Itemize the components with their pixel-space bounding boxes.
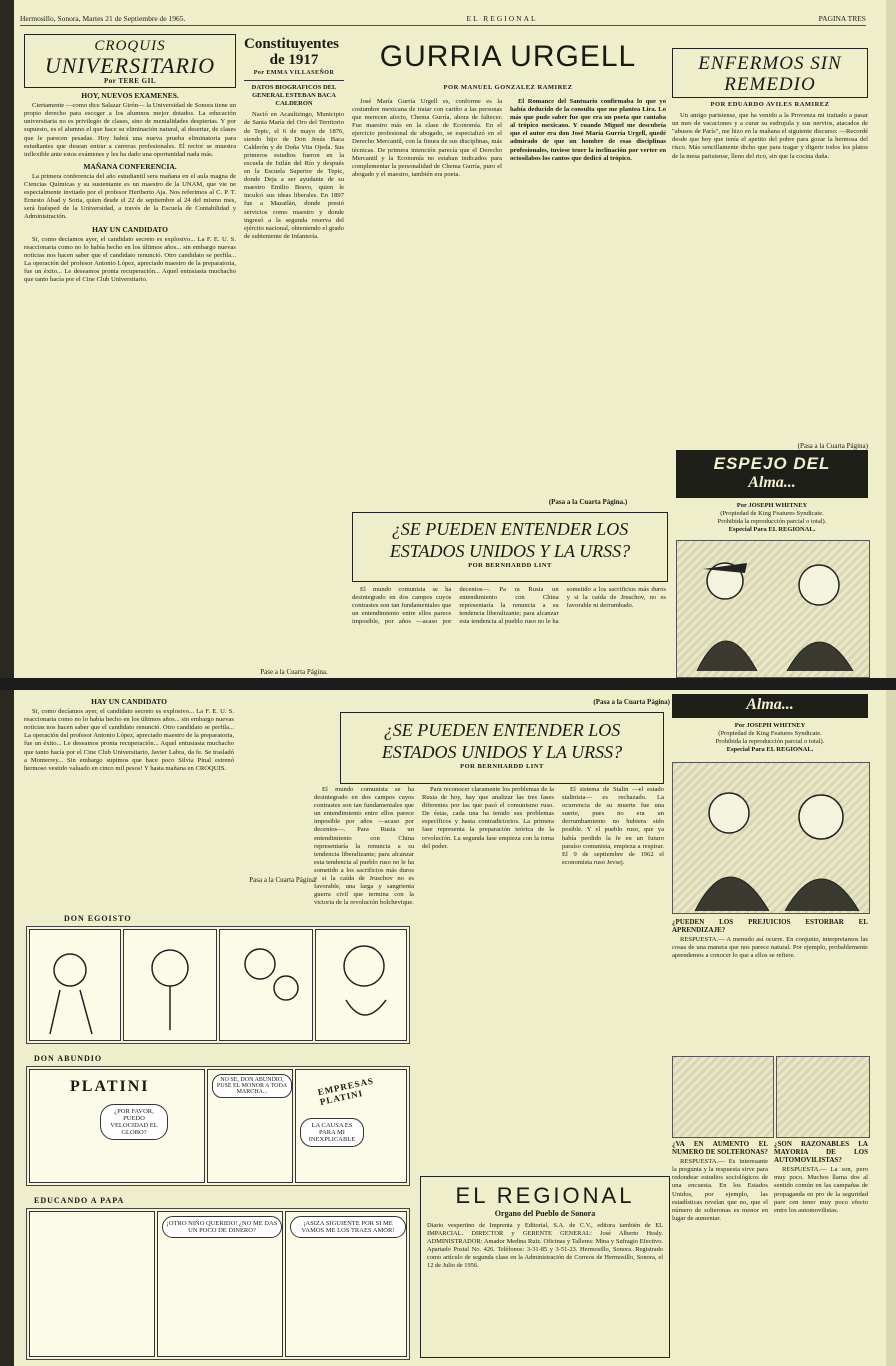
croquis-column [24, 34, 236, 674]
urss-headline-box-bottom [340, 712, 664, 784]
espejo-credits [676, 502, 868, 534]
abundio-sign-2: EMPRESAS PLATINI [316, 1075, 375, 1107]
croquis-text-2: La primera conferencia del año estudiantil sera mañana en el aula magna de Ciencias Químicas y su sustentante es un maestro de la UNAM, que vie ne especialmente invitado por el profesor Heriberto Aja. Nos referimos al C. P. T. Ernesto Abad y Soria, quien desde el 22 de septiembre al 24 del mismo mes, será huésped de la Universidad, a través de la Escuela de Contabilidad y Administración. [24, 172, 236, 221]
constituyentes-column [244, 36, 344, 676]
espejo-byline-bottom: Por JOSEPH WHITNEY [734, 722, 806, 729]
urss-title-2-bottom: ESTADOS UNIDOS Y LA URSS? [381, 742, 623, 762]
qa-block-2 [672, 1140, 768, 1354]
comic-figures-icon [677, 541, 869, 677]
constituyentes-lead: DATOS BIOGRAFICOS DEL GENERAL ESTEBAN BACA CALDERON [251, 84, 337, 108]
comic-title-papa: EDUCANDO A PAPA [34, 1196, 125, 1205]
qa-block-3 [774, 1140, 868, 1354]
header-paper: EL REGIONAL [466, 14, 538, 23]
papa-panel-2 [157, 1211, 283, 1357]
question-1: ¿PUEDEN LOS PREJUICIOS ESTORBAR EL APRENDIZAJE? [672, 918, 868, 935]
constituyentes-byline: Por EMMA VILLASEÑOR [253, 70, 335, 76]
urss-footer-bottom: (Pasa a la Cuarta Página) [593, 698, 670, 706]
papa-panel-1 [29, 1211, 155, 1357]
espejo-illustration-bottom [672, 762, 870, 914]
comic-don-egoisto [26, 926, 410, 1044]
espejo-credits-bottom [672, 722, 868, 754]
croquis-section-2: MAÑANA CONFERENCIA. [83, 161, 177, 171]
qa-block-1 [672, 918, 868, 1050]
comic-educando-papa [26, 1208, 410, 1360]
urss-text-bottom-2: Para reconocer claramente los problemas de la Rusia de hoy, hay que analizar las tres fases diferentes por las que pasó el comunismo ruso. De éstas, cada una ha tenido sus problemas específicos y hasta contradictorios. La primera fase representa la preparación teórica de la revolución. La segunda fase empieza con la toma del poder. [422, 786, 554, 850]
espejo-credit-2-bottom: Prohibida la reproducción parcial o total). [715, 738, 825, 745]
urss-title-2: ESTADOS UNIDOS Y LA URSS? [389, 541, 631, 561]
enfermos-title-box [672, 48, 868, 98]
croquis-text-3: Si, como decíamos ayer, el candidato secreto es explosivo... La F. E. U. S. reaccionaria como no lo había hecho en los últimos años... sin embargo nuevas noticias nos hacen saber que el candidato renunció. Otro candidato se perfila... La operación del profesor Antonio López, apreciado maestro de la preparatoria, fue un éxito... Le deseamos pronta recuperación... Aquel entusiasta muchacho que tanto hacía por el Cine Club Universitario. [24, 235, 236, 284]
answer-1: RESPUESTA.— A menudo así ocurre. En conjunto, interpretamos las cosas de una manera que nos parece natural. Por ejemplo, probablemente aprendemos a conocer lo que a ellos se refiere. [672, 936, 868, 960]
el-regional-subtitle: Organo del Pueblo de Sonora [494, 1209, 596, 1218]
el-regional-box [420, 1176, 670, 1358]
constituyentes-subtitle: de 1917 [269, 52, 319, 68]
espejo-banner-bottom [672, 694, 868, 718]
candidato-heading: HAY UN CANDIDATO [91, 697, 167, 706]
constituyentes-footer: Pase a la Cuarta Página. [244, 668, 344, 676]
urss-text-bottom: El mundo comunista se ha desintegrado en dos campos cuyos contrastes son tan fundamentales que un entendimiento entre ellos parece imposible por años —acaso por decenios—. Para Rusia un entendimiento con China representaría la renuncia a su tendencia liberalizante; para alcanzar esta tendencia al pueblo ruso no le ha sometido a los sacrificios más duros y si la caída de Jruschov no es favorable, una larga y sangrienta guerra civil que termina con la victoria de la revolución bolchevique. [314, 786, 414, 907]
cartoon-character-icon [30, 930, 120, 1040]
croquis-section-1: HOY, NUEVOS EXAMENES. [81, 91, 179, 101]
egoisto-panel-2 [123, 929, 217, 1041]
urss-title-1: ¿SE PUEDEN ENTENDER LOS [391, 519, 629, 539]
espejo-subtitle-bottom: Alma... [746, 696, 794, 713]
espejo-credit-3: Especial Para EL REGIONAL. [728, 526, 816, 533]
comic-don-abundio [26, 1066, 410, 1186]
header-date: Hermosillo, Sonora, Martes 21 de Septiembre de 1965. [20, 14, 186, 23]
qa-illustration-2 [776, 1056, 870, 1138]
gurria-column-1 [352, 98, 502, 510]
papa-bubble-2: ¡ASIZA SIGUIENTE POR SI ME VAMOS ME LOS TRAES AMOR! [290, 1216, 406, 1238]
urss-text: El mundo comunista se ha desintegrado en dos campos cuyos contrastes son tan fundamentales que un entendimiento entre ellos parece imposible, por años —acaso por decenios—. Pa ra Rusia un entendimiento con China representaría la renuncia a su tendencia liberalizante; para alcanzar esta tendencia al pueblo ruso no le ha sometido a los sacrificios más duros y si la caída de Jruschov, no es favorable ni derrumbado. [352, 586, 666, 626]
question-3: ¿SON RAZONABLES LA MAYORIA DE LOS AUTOMOVILISTAS? [774, 1140, 868, 1165]
urss-col-3 [562, 786, 664, 1170]
abundio-panel-3 [295, 1069, 407, 1183]
urss-text-top [352, 586, 666, 676]
espejo-credit-1-bottom: (Propiedad de King Features Syndicate. [718, 730, 822, 737]
cartoon-character-icon [124, 930, 216, 1040]
espejo-credit-3-bottom: Especial Para EL REGIONAL. [726, 746, 814, 753]
el-regional-title: EL REGIONAL [455, 1183, 635, 1208]
urss-text-bottom-3: El sistema de Stalin —el estado stalinista— es rechazado. La ocurrencia de su muerte fue una suerte, pues no era un derrumbamiento no hubiera sido posible. Y el pueblo ruso, que ya había perdido la fe en un futuro paraíso comunista, empieza a respirar. El 9 de septiembre de 1962 el economista ruso Jevsej. [562, 786, 664, 866]
urss-title-1-bottom: ¿SE PUEDEN ENTENDER LOS [383, 720, 621, 740]
cartoon-character-icon [220, 930, 312, 1040]
constituyentes-footer-bottom: Pasa a la Cuarta Página. [249, 876, 317, 884]
croquis-byline: Por TERE GIL [103, 77, 157, 85]
papa-bubble-1: ¡OTRO NIÑO QUERIDO! ¿NO ME DAS UN POCO DE DINERO? [162, 1216, 282, 1238]
espejo-byline: Por JOSEPH WHITNEY [736, 502, 808, 509]
header-page: PAGINA TRES [818, 14, 866, 23]
egoisto-panel-4 [315, 929, 407, 1041]
urss-byline-bottom: POR BERNHARDD LINT [460, 763, 544, 770]
abundio-bubble-2: NO SE, DON ABUNDIO, PUSE EL MONOR A TODA MARCHA... [212, 1074, 292, 1098]
abundio-panel-1 [29, 1069, 205, 1183]
urss-byline: POR BERNHARDD LINT [468, 562, 552, 569]
abundio-bubble-1: ¿POR FAVOR, PUEDO VELOCIDAD EL GLOBO? [100, 1104, 168, 1140]
enfermos-column [672, 48, 868, 450]
comic-title-egoisto: DON EGOISTO [64, 914, 132, 923]
answer-2: RESPUESTA.— Es interesante la pregunta y la respuesta sirve para redondear estudios sociológicos de una encuesta. En los Estados Unidos, por ejemplo, las estadísticas revelan que no, que el número de solteronas es menor en lugar de aumentar. [672, 1158, 768, 1222]
papa-panel-3 [285, 1211, 407, 1357]
croquis-text-1: Ciertamente —como dice Salazar Girón— la Universidad de Sonora tiene un propio derecho para escoger a los alumnos mejor dotados. La educación universitaria no es privilegio de clases, sino de mentalidades despiertas. Y por supuesto, es el alumno el que hace su eliminación natural, al desertar, de clases que le parecen pesadas. Hoy habrá una nueva prueba eliminatoria para estudiantes que desean entrar a carreras profesionales. El rector se muestra inflexible ante estos exámenes y les ha dado una oportunidad nada más. [24, 102, 236, 158]
abundio-bubble-3: LA CAUSA ES PARA MI INEXPLICABLE [300, 1118, 364, 1147]
gurria-text-2: El Romance del Santuario confirmaba lo que yo había deducido de la consulta que me plantea Lira. Lo más que pude saber fue que era un poeta que cantaba al trópico mexicano. Y cuando Miguel me descubría que el autor era don José María Gurría Urgell, quedé admirado de que un hombre de esas disciplinas profesionales, tuviese tener la inclinación por verter en octosílabos los cantos que dedicó al trópico. [510, 98, 666, 162]
espejo-illustration [676, 540, 870, 678]
gurria-column-2 [510, 98, 666, 498]
top-scan [0, 0, 896, 678]
enfermos-text: Un amigo parisiense, que ha venido a la Provenza mi traitado a pasar un mes de vacaciones y a curar su esdrujula y sus nervios, atacados de "abusos de París", me hizo en la mañana el siguiente discurso: —Recordé desde que hoy que tenía el apetito del pobre para gozar la hermosa del risco. Más sencillamente dicho que para tragar y digerir todos los platos de la mesa parisiense, lleno del rico, sin que la cocina daña. [672, 112, 868, 160]
gurria-byline: POR MANUEL GONZALEZ RAMIREZ [443, 84, 573, 91]
el-regional-text: Diario vespertino de Imprenta y Editorial, S.A. de C.V., editora también de EL IMPARCIAL. DIRECTOR y GERENTE GENERAL: José Alberto Healy. ADMINISTRADOR: Amador Medina Ruiz. Oficinas y Talleres: Mina y Sufragio Efectivo. Apartado Postal No. 426. Teléfonos: 3-31-85 y 3-51-23. Hermosillo, Sonora. Registrado como artículo de segunda clase en la Administración de Correos de Hermosillo, Sonora, el 12 de Julio de 1956. [427, 1222, 663, 1269]
enfermos-title-1: ENFERMOS SIN [698, 53, 842, 74]
qa-illustration-1 [672, 1056, 774, 1138]
cartoon-character-icon [316, 930, 406, 1040]
croquis-title-1: CROQUIS [94, 38, 166, 54]
constituyentes-title: Constituyentes [244, 36, 340, 52]
egoisto-panel-3 [219, 929, 313, 1041]
croquis-title-2: UNIVERSITARIO [44, 53, 216, 78]
comic-title-abundio: DON ABUNDIO [34, 1054, 103, 1063]
espejo-banner [676, 450, 868, 498]
croquis-section-3: HAY UN CANDIDATO [92, 224, 168, 234]
urss-headline-box [352, 512, 668, 582]
espejo-credit-1: (Propiedad de King Features Syndicate. [720, 510, 824, 517]
constituyentes-text: Nació en Acaultzingo, Municipio de Santa María del Oro del Territorio de Tepic, el 6 de mayo de 1876, siendo hijo de Don Jesús Baca Calderón y de Doña Vita Ojeda. Sus primeros estudios fueron en la escuela de Ixtlán del Río y después en la Escuela Superior de Tepic, donde Deja a ser ayudante de su maestro Emilio Bravo, quien le inculcó sus ideas liberales. En 1897 fue a Mazatlán, donde prestó servicios como maestro y donde ingresó a la segunda reserva del ejército nacional, obteniendo el grado de subteniente de Infantería. [244, 111, 344, 240]
espejo-subtitle: Alma... [748, 474, 796, 491]
enfermos-title-2: REMEDIO [724, 74, 816, 95]
espejo-title: ESPEJO DEL [713, 454, 831, 473]
abundio-panel-2 [207, 1069, 293, 1183]
gurria-text: José María Gurría Urgell es, conforme es la costumbre mexicana de tratar con cariño a las personas que merecen afecto, Chema Gurría, ahora de faltecer. Fue maestro más en la clase de Economía. En el ejercicio profesional de abogado, se especializó en el Derecho Mercantil, con la finura de sus disciplinas, más técnicas. De primera intención parecía que el Derecho Mercantil y la Economía no estaban indicados para complementar la personalidad de Chema Gurría, puro el abogado y el maestro, también era poeta. [352, 98, 502, 178]
abundio-sign: PLATINI [70, 1078, 150, 1095]
enfermos-footer: (Pasa a la Cuarta Página) [672, 442, 868, 450]
croquis-title-box [24, 34, 236, 88]
gurria-title: GURRIA URGELL [379, 40, 637, 73]
answer-3: RESPUESTA.— La son, pero muy poco. Muchos llama dos al sentido común en las campañas de propaganda en pro de la seguridad pare cen tener muy poco efecto entre los automovilistas. [774, 1166, 868, 1214]
enfermos-byline: POR EDUARDO AVILES RAMIREZ [710, 101, 830, 108]
page-header [20, 14, 866, 26]
egoisto-panel-1 [29, 929, 121, 1041]
gurria-footer: (Pasa a la Cuarta Página.) [548, 498, 628, 506]
bottom-scan [0, 690, 896, 1366]
candidato-text: Si, como decíamos ayer, el candidato secreto es explosivo... La F. E. U. S. reaccionaria como no lo había hecho en los últimos años... sin embargo nuevas noticias nos hacen saber que el candidato renunció. Otro candidato se perfila... La operación del profesor Antonio López, apreciado maestro de la preparatoria, fue un éxito... Le deseamos pronta recuperación... Aquel entusiasta muchacho que tanto hacía por el Cine Club Universitario, Javier Labra, da fe. Se trasladó a Monterrey... Sin embargo supimos que hace poco Silvia Pinal estrenó hermoso vestido valuado en cinco mil pesos! Y hasta mañana en CROQUIS. [24, 708, 234, 772]
espejo-credit-2: Prohibida la reproducción parcial o total). [717, 518, 827, 525]
comic-figures-icon [673, 763, 869, 913]
question-2: ¿VA EN AUMENTO EL NUMERO DE SOLTERONAS? [672, 1140, 768, 1157]
candidato-column [24, 694, 234, 892]
